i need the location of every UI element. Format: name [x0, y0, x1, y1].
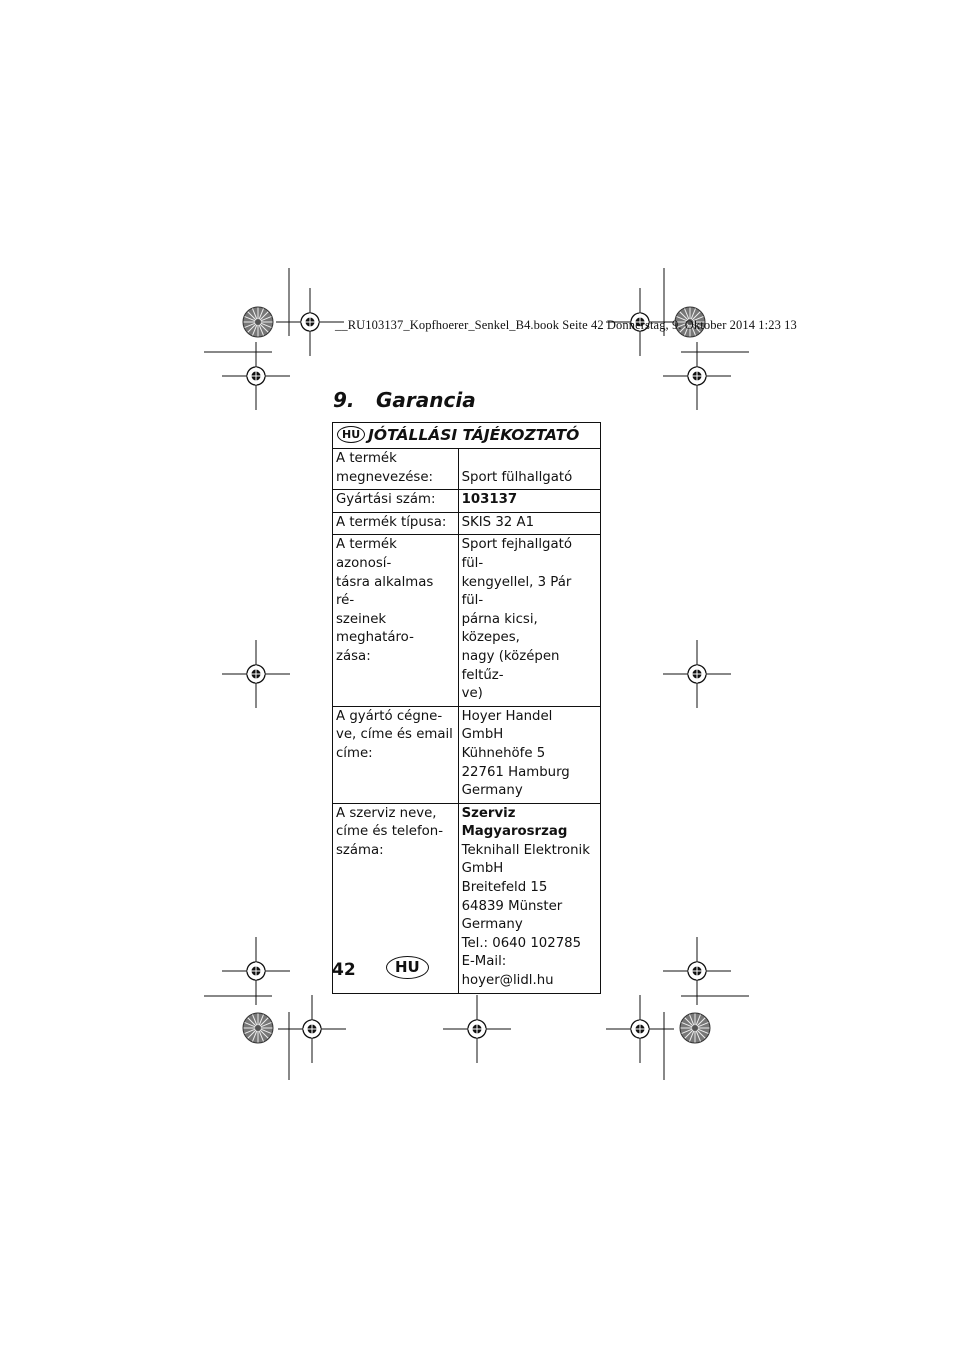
- table-row: [333, 706, 601, 803]
- label-line: megnevezése:: [336, 469, 433, 485]
- table-row: [333, 512, 601, 535]
- value-line: GmbH: [461, 727, 504, 743]
- value-line: nagy (középen feltűz-: [461, 648, 560, 683]
- table-header-row: [333, 423, 601, 449]
- label-line: ve, címe és email: [336, 727, 453, 743]
- value-line: ve): [461, 686, 483, 702]
- table-row: [333, 490, 601, 513]
- label-line: zása:: [336, 648, 371, 664]
- value-line: SKIS 32 A1: [461, 514, 535, 530]
- table-heading: [333, 423, 601, 449]
- value-line: Breitefeld 15: [461, 880, 548, 896]
- row-label: [333, 535, 459, 706]
- value-line: GmbH: [461, 861, 504, 877]
- value-line: Teknihall Elektronik: [461, 842, 590, 858]
- label-line: címe és telefon-: [336, 824, 444, 840]
- table-row: [333, 803, 601, 993]
- value-line: 22761 Hamburg: [461, 764, 570, 780]
- label-line: szeinek meghatáro-: [336, 611, 414, 646]
- value-line: E-Mail: hoyer@lidl.hu: [461, 954, 554, 989]
- value-line: Germany: [461, 917, 523, 933]
- row-value: [458, 490, 600, 513]
- label-line: A szerviz neve,: [336, 805, 437, 821]
- row-value: [458, 512, 600, 535]
- value-line: Germany: [461, 783, 523, 799]
- value-line: Magyarosrzag: [461, 824, 568, 840]
- section-title-text: Garancia: [376, 388, 476, 412]
- row-value: [458, 803, 600, 993]
- label-line: száma:: [336, 842, 384, 858]
- section-number: 9.: [333, 388, 355, 412]
- value-line: Tel.: 0640 102785: [461, 935, 582, 951]
- value-line: Sport fülhallgató: [461, 469, 573, 485]
- value-line: Hoyer Handel: [461, 708, 553, 724]
- row-value: [458, 535, 600, 706]
- label-line: tásra alkalmas ré-: [336, 574, 434, 609]
- row-label: [333, 449, 459, 490]
- label-line: A gyártó cégne-: [336, 708, 443, 724]
- label-line: A termék típusa:: [336, 514, 447, 530]
- page-number: 42: [332, 960, 356, 980]
- value-line: [462, 450, 597, 469]
- row-label: [333, 706, 459, 803]
- value-line: kengyellel, 3 Pár fül-: [461, 574, 572, 609]
- value-line: párna kicsi, közepes,: [461, 611, 538, 646]
- table-row: [333, 535, 601, 706]
- value-line: Kühnehöfe 5: [461, 745, 546, 761]
- label-line: A termék azonosí-: [336, 537, 397, 571]
- print-header: __RU103137_Kopfhoerer_Senkel_B4.book Seite 42 Donnerstag, 9. Oktober 2014 1:23 13: [335, 318, 797, 332]
- row-label: [333, 490, 459, 513]
- table-row: [333, 449, 601, 490]
- warranty-table: [332, 422, 601, 994]
- value-line: Sport fejhallgató fül-: [461, 537, 572, 571]
- label-line: A termék: [336, 451, 397, 466]
- table-heading-text: JÓTÁLLÁSI TÁJÉKOZTATÓ: [368, 426, 580, 444]
- value-line: Szerviz: [461, 805, 516, 821]
- label-line: Gyártási szám:: [336, 492, 436, 508]
- value-line: 103137: [461, 492, 518, 508]
- row-value: [458, 449, 600, 490]
- section-title: [333, 388, 476, 412]
- footer-hu-badge: [386, 956, 429, 979]
- value-line: 64839 Münster: [461, 898, 563, 914]
- row-label: [333, 512, 459, 535]
- hu-badge: HU: [337, 426, 365, 443]
- label-line: címe:: [336, 745, 373, 761]
- hu-badge-large: HU: [386, 956, 429, 979]
- row-value: [458, 706, 600, 803]
